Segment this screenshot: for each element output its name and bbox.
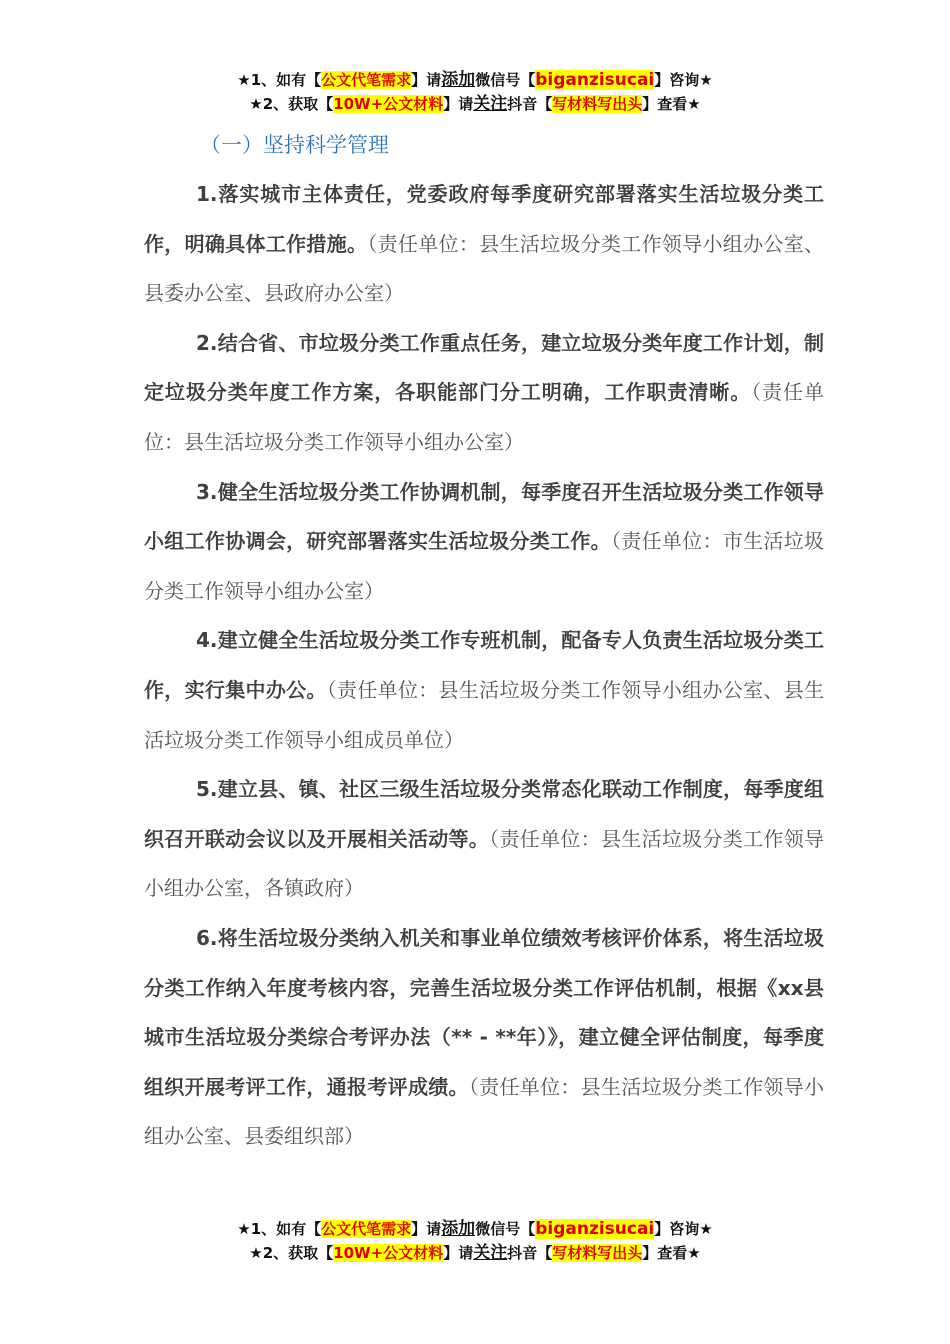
highlight-materials: 10W+公文材料 — [333, 1244, 444, 1262]
promo-line-1: ★1、如有【公文代笔需求】请添加微信号【biganzisucai】咨询★ — [237, 70, 713, 90]
promo-line-2: ★2、获取【10W+公文材料】请关注抖音【写材料写出头】查看★ — [249, 1243, 701, 1263]
highlight-wechat-id: biganzisucai — [535, 1219, 655, 1239]
highlight-wechat-id: biganzisucai — [535, 70, 655, 90]
list-item: 3.健全生活垃圾分类工作协调机制，每季度召开生活垃圾分类工作领导小组工作协调会，研究部署落实生活垃圾分类工作。（责任单位：市生活垃圾分类工作领导小组办公室） — [144, 479, 825, 603]
promo-banner-top — [0, 68, 950, 116]
list-item: 1.落实城市主体责任，党委政府每季度研究部署落实生活垃圾分类工作，明确具体工作措施。（责任单位：县生活垃圾分类工作领导小组办公室、县委办公室、县政府办公室） — [144, 182, 825, 306]
highlight-service: 公文代笔需求 — [321, 1220, 412, 1238]
section-heading: （一）坚持科学管理 — [200, 133, 389, 157]
document-body — [144, 170, 824, 1162]
highlight-douyin-account: 写材料写出头 — [552, 1244, 643, 1262]
list-item: 4.建立健全生活垃圾分类工作专班机制，配备专人负责生活垃圾分类工作，实行集中办公。（责任单位：县生活垃圾分类工作领导小组办公室、县生活垃圾分类工作领导小组成员单位） — [144, 628, 825, 752]
highlight-service: 公文代笔需求 — [321, 71, 412, 89]
list-item: 2.结合省、市垃圾分类工作重点任务，建立垃圾分类年度工作计划，制定垃圾分类年度工作方案，各职能部门分工明确，工作职责清晰。（责任单位：县生活垃圾分类工作领导小组办公室） — [144, 330, 824, 454]
highlight-materials: 10W+公文材料 — [333, 95, 444, 113]
highlight-douyin-account: 写材料写出头 — [552, 95, 643, 113]
list-item: 5.建立县、镇、社区三级生活垃圾分类常态化联动工作制度，每季度组织召开联动会议以及开展相关活动等。（责任单位：县生活垃圾分类工作领导小组办公室，各镇政府） — [144, 777, 825, 901]
promo-banner-bottom — [0, 1217, 950, 1265]
list-item: 6.将生活垃圾分类纳入机关和事业单位绩效考核评价体系，将生活垃圾分类工作纳入年度考核内容，完善生活垃圾分类工作评估机制，根据《xx县城市生活垃圾分类综合考评办法（** - **年）》，建立健全评估制度，每季度组织开展考评工作，通报考评成绩。（责任单位：县生活垃圾分类工作领导小组办公室、县委组织部） — [144, 925, 825, 1149]
promo-line-1: ★1、如有【公文代笔需求】请添加微信号【biganzisucai】咨询★ — [237, 1219, 713, 1239]
promo-line-2: ★2、获取【10W+公文材料】请关注抖音【写材料写出头】查看★ — [249, 94, 701, 114]
